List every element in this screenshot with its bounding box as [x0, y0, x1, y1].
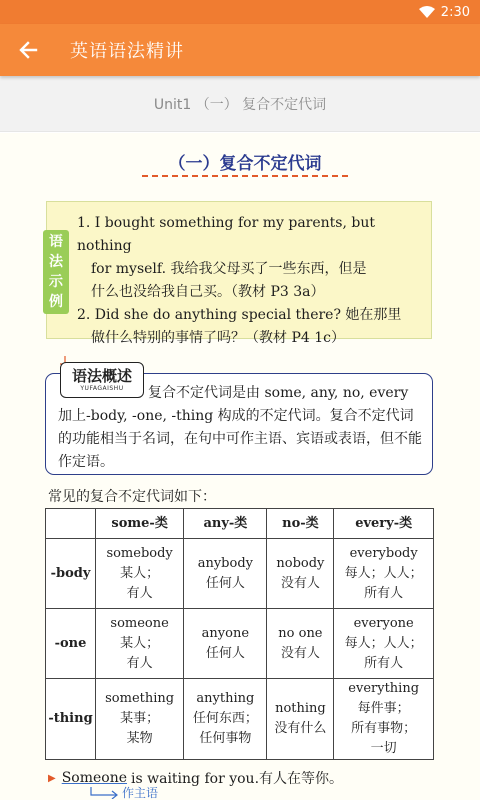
table-row-head: -body [46, 539, 96, 609]
back-button[interactable] [0, 24, 56, 76]
table-cell: something 某事； 某物 [96, 679, 184, 760]
table-cell: everybody 每人；人人； 所有人 [334, 539, 434, 609]
example-tab: 语 法 示 例 [43, 230, 69, 314]
table-cell: no one 没有人 [267, 609, 334, 679]
arrow-left-icon [18, 40, 38, 60]
table-row [46, 609, 434, 679]
list-intro: 常见的复合不定代词如下： [48, 489, 216, 505]
heading-underline [142, 175, 348, 177]
overview-badge-title: 语法概述 [71, 367, 132, 385]
lesson-content [0, 133, 480, 800]
status-time: 2:30 [440, 4, 470, 20]
section-heading [160, 149, 330, 174]
section-heading-text: （一）复合不定代词 [168, 154, 322, 174]
table-header-cell: any-类 [184, 509, 267, 539]
app-title: 英语语法精讲 [70, 41, 184, 62]
table-header-cell [46, 509, 96, 539]
bracket-arrow-icon [90, 787, 120, 799]
wifi-icon [419, 6, 435, 18]
example-line: 什么也没给我自己买。（教材 P3 3a） [91, 284, 325, 300]
app-bar [0, 24, 480, 76]
table-row [46, 539, 434, 609]
overview-text: 复合不定代词是由 some, any, no, every 加上-body, -one, -thing 构成的不定代词。复合不定代词的功能相当于名词，在句中可作主语、宾语或表语，但不能作定语。 [58, 385, 422, 470]
overview-badge-pinyin: YUFAGAISHU [80, 385, 124, 392]
table-header-cell: every-类 [334, 509, 434, 539]
highlight-word: Someone [61, 770, 128, 786]
status-bar [0, 0, 480, 24]
example-line: for myself. 我给我父母买了一些东西，但是 [91, 261, 367, 277]
table-cell: nobody 没有人 [267, 539, 334, 609]
table-cell: anyone 任何人 [184, 609, 267, 679]
table-header-row [46, 509, 434, 539]
table-cell: everyone 每人；人人； 所有人 [334, 609, 434, 679]
overview-box [45, 367, 433, 475]
example-line: 做什么特别的事情了吗？（教材 P4 1c） [91, 330, 345, 346]
table-row [46, 679, 434, 760]
table-cell: anything 任何东西； 任何事物 [184, 679, 267, 760]
table-header-cell: no-类 [267, 509, 334, 539]
lesson-subtitle: Unit1 （一） 复合不定代词 [0, 76, 480, 132]
example-text [77, 212, 423, 350]
example-box [46, 201, 432, 346]
table-cell: nothing 没有什么 [267, 679, 334, 760]
table-cell: anybody 任何人 [184, 539, 267, 609]
subject-annotation: 作主语 [90, 784, 158, 800]
example-line: 1. I bought something for my parents, but nothing [77, 215, 375, 254]
sentence-rest: is waiting for you.有人在等你。 [131, 771, 344, 787]
table-cell: someone 某人； 有人 [96, 609, 184, 679]
example-line: 2. Did she do anything special there? 她在那里 [77, 307, 402, 323]
table-header-cell: some-类 [96, 509, 184, 539]
triangle-right-icon: ▶ [48, 772, 56, 784]
pronoun-table [45, 508, 434, 760]
table-row-head: -thing [46, 679, 96, 760]
table-row-head: -one [46, 609, 96, 679]
table-cell: everything 每件事； 所有事物； 一切 [334, 679, 434, 760]
table-cell: somebody 某人； 有人 [96, 539, 184, 609]
